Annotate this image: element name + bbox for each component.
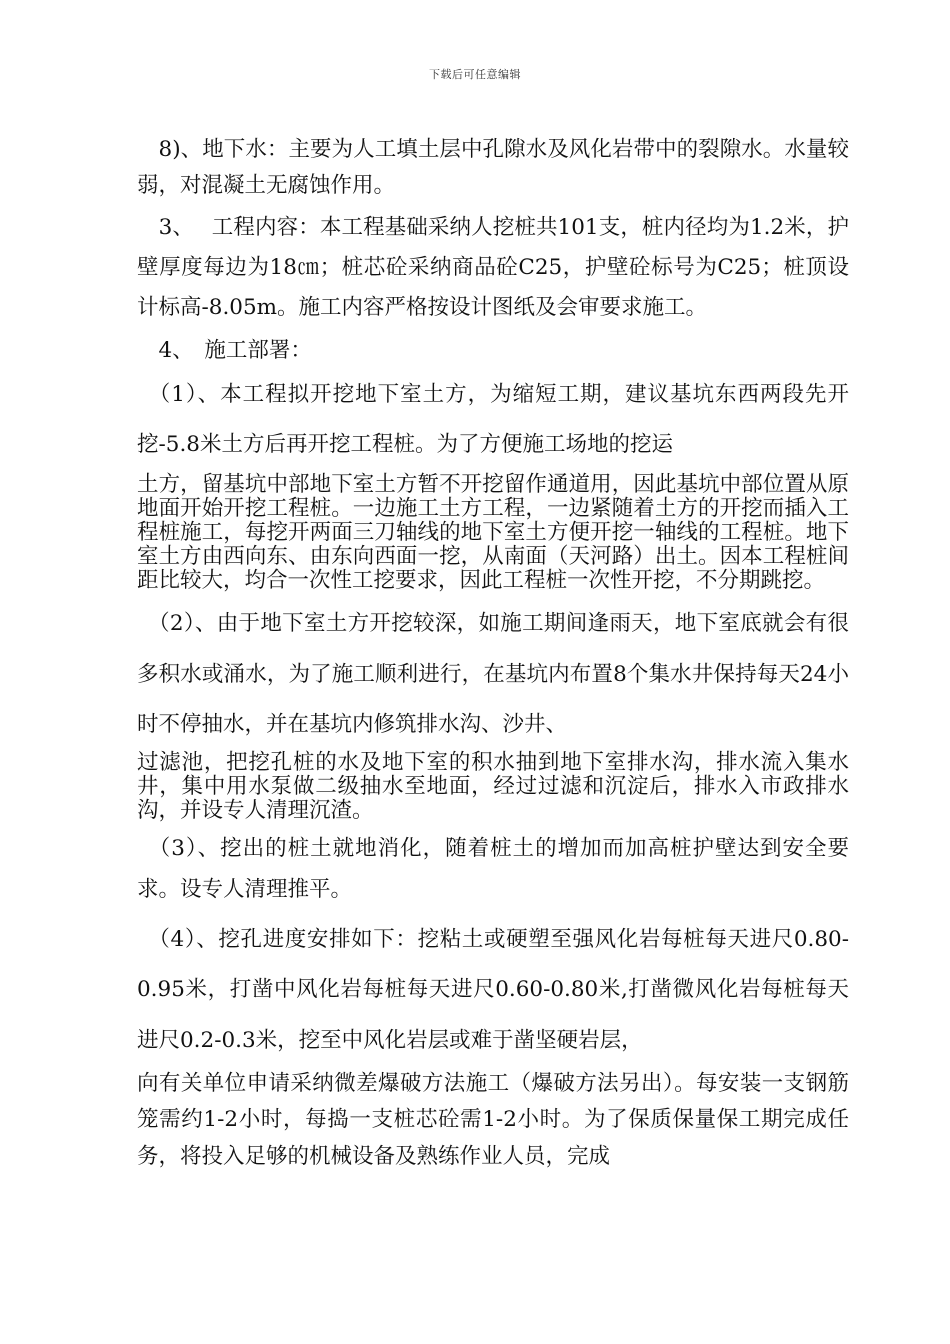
page-header-note: 下载后可任意编辑 (429, 68, 521, 81)
paragraph-section-3: 3、 工程内容：本工程基础采纳人挖桩共101支，桩内径均为1.2米，护壁厚度每边为18㎝；桩芯砼采纳商品砼C25，护壁砼标号为C25；桩顶设计标高-8.05m。施工内容严格按设计图纸及会审要求施工。 (137, 215, 849, 320)
paragraph-item-3: （3）、挖出的桩土就地消化，随着桩土的增加而加高桩护壁达到安全要求。设专人清理推平。 (137, 836, 849, 902)
paragraph-groundwater: 8)、地下水：主要为人工填土层中孔隙水及风化岩带中的裂隙水。水量较弱，对混凝土无腐蚀作用。 (137, 137, 849, 199)
paragraph-item-1-b: 土方，留基坑中部地下室土方暂不开挖留作通道用，因此基坑中部位置从原地面开始开挖工程桩。一边施工土方工程，一边紧随着土方的开挖而插入工程桩施工，每挖开两面三刀轴线的地下室土方便开挖一轴线的工程桩。地下室土方由西向东、由东向西面一挖，从南面（天河路）出土。因本工程桩间距比较大，均合一次性工挖要求，因此工程桩一次性开挖，不分期跳挖。 (137, 471, 849, 594)
paragraph-item-2-b: 过滤池，把挖孔桩的水及地下室的积水抽到地下室排水沟，排水流入集水井，集中用水泵做二级抽水至地面，经过过滤和沉淀后，排水入市政排水沟，并设专人清理沉渣。 (137, 749, 849, 824)
paragraph-item-1-a: （1）、本工程拟开挖地下室土方，为缩短工期，建议基坑东西两段先开挖-5.8米土方后再开挖工程桩。为了方便施工场地的挖运 (137, 381, 849, 458)
paragraph-item-4-b: 向有关单位申请采纳微差爆破方法施工（爆破方法另出）。每安装一支钢筋笼需约1-2小时，每捣一支桩芯砼需1-2小时。为了保质保量保工期完成任务，将投入足够的机械设备及熟练作业人员，完成 (137, 1071, 849, 1169)
paragraph-item-2-a: （2）、由于地下室土方开挖较深，如施工期间逢雨天，地下室底就会有很多积水或涌水，为了施工顺利进行，在基坑内布置8个集水井保持每天24小时不停抽水，并在基坑内修筑排水沟、沙井、 (137, 611, 849, 738)
paragraph-section-4: 4、 施工部署： (137, 337, 312, 363)
document-body (137, 132, 849, 1175)
paragraph-item-4-a: （4）、挖孔进度安排如下：挖粘土或硬塑至强风化岩每桩每天进尺0.80-0.95米，打凿中风化岩每桩每天进尺0.60-0.80米,打凿微风化岩每桩每天进尺0.2-0.3米，挖至中风化岩层或难于凿坚硬岩层， (137, 926, 849, 1053)
